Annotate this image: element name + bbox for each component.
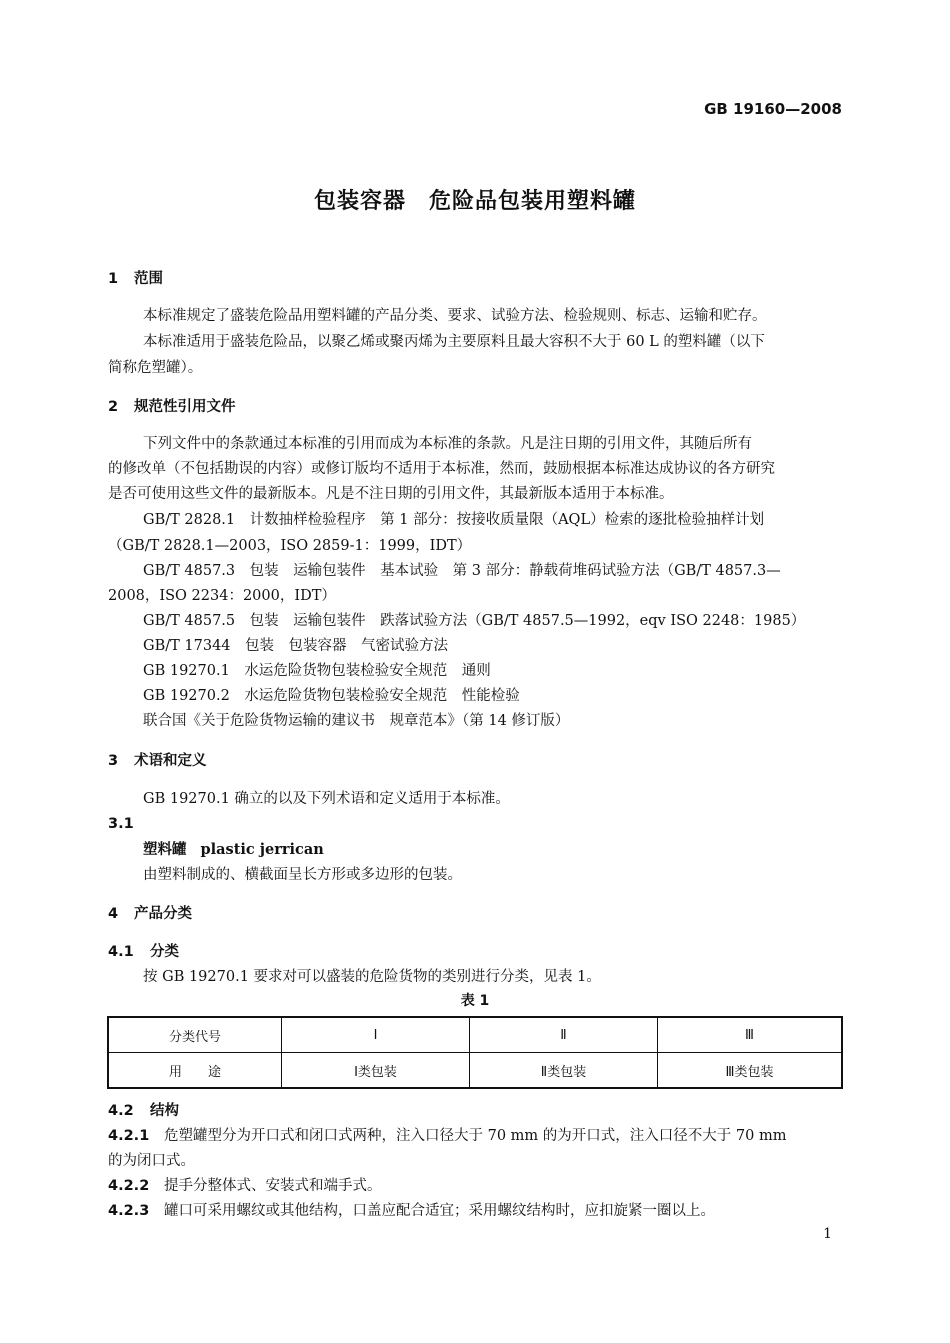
subsection-4-1-heading [108, 940, 179, 961]
refs-intro-line1: 下列文件中的条款通过本标准的引用而成为本标准的条款。凡是注日期的引用文件，其随后所有 [143, 436, 752, 452]
table-row [108, 1017, 842, 1053]
section-number: 3 [108, 753, 119, 769]
subsection-4-2-heading [108, 1099, 179, 1120]
table-caption: 表 1 [460, 993, 490, 1009]
scope-paragraph-2-line1: 本标准适用于盛装危险品，以聚乙烯或聚丙烯为主要原料且最大容积不大于 60 L 的塑料罐（以下 [143, 334, 765, 350]
reference-1-line2: （GB/T 2828.1—2003，ISO 2859-1：1999，IDT） [108, 538, 472, 554]
clause-text: 罐口可采用螺纹或其他结构，口盖应配合适宜；采用螺纹结构时，应扣旋紧一圈以上。 [164, 1203, 715, 1219]
reference-2-line2: 2008，ISO 2234：2000，IDT） [108, 588, 336, 604]
subsection-number: 4.1 [108, 944, 134, 960]
table-cell: Ⅰ [282, 1017, 470, 1053]
clause-4-2-1-line2: 的为闭口式。 [108, 1153, 195, 1169]
classification-table [107, 1016, 843, 1089]
term-english: plastic jerrican [200, 841, 324, 858]
table-cell: Ⅱ类包装 [470, 1053, 658, 1089]
clause-text: 危塑罐型分为开口式和闭口式两种，注入口径大于 70 mm 的为开口式，注入口径不大于 70 mm [164, 1128, 787, 1144]
table-cell: Ⅲ [658, 1017, 843, 1053]
section-number: 1 [108, 271, 119, 287]
clause-number: 4.2.1 [108, 1128, 150, 1144]
subsection-4-1-text: 按 GB 19270.1 要求对可以盛装的危险货物的类别进行分类，见表 1。 [143, 969, 601, 985]
subsection-title: 结构 [150, 1103, 179, 1119]
subsection-title: 分类 [150, 944, 179, 960]
reference-5: GB 19270.1 水运危险货物包装检验安全规范 通则 [143, 663, 491, 679]
refs-intro-line2: 的修改单（不包括勘误的内容）或修订版均不适用于本标准，然而，鼓励根据本标准达成协议的各方研究 [108, 461, 775, 477]
section-title: 术语和定义 [134, 753, 207, 769]
page-number: 1 [823, 1226, 832, 1242]
refs-intro-line3: 是否可使用这些文件的最新版本。凡是不注日期的引用文件，其最新版本适用于本标准。 [108, 486, 674, 502]
section-number: 4 [108, 906, 119, 922]
standard-code: GB 19160—2008 [704, 100, 842, 118]
table-cell: 用 途 [108, 1053, 282, 1089]
section-title: 范围 [134, 271, 163, 287]
scope-paragraph-1: 本标准规定了盛装危险品用塑料罐的产品分类、要求、试验方法、检验规则、标志、运输和贮存。 [143, 308, 767, 324]
reference-6: GB 19270.2 水运危险货物包装检验安全规范 性能检验 [143, 688, 520, 704]
subsection-number: 4.2 [108, 1103, 134, 1119]
clause-text: 提手分整体式、安装式和端手式。 [164, 1178, 382, 1194]
table-cell: Ⅲ类包装 [658, 1053, 843, 1089]
terms-intro: GB 19270.1 确立的以及下列术语和定义适用于本标准。 [143, 791, 510, 807]
reference-3: GB/T 4857.5 包装 运输包装件 跌落试验方法（GB/T 4857.5—1992，eqv ISO 2248：1985） [143, 613, 806, 629]
table-row [108, 1053, 842, 1089]
term-number [108, 813, 134, 832]
scope-paragraph-2-line2: 简称危塑罐）。 [108, 360, 203, 376]
term-entry [143, 838, 324, 859]
clause-4-2-2 [108, 1174, 382, 1195]
reference-7: 联合国《关于危险货物运输的建议书 规章范本》（第 14 修订版） [143, 713, 570, 729]
section-heading-terms [108, 749, 207, 770]
clause-number: 4.2.3 [108, 1203, 150, 1219]
reference-4: GB/T 17344 包装 包装容器 气密试验方法 [143, 638, 449, 654]
reference-1-line1: GB/T 2828.1 计数抽样检验程序 第 1 部分：按接收质量限（AQL）检索的逐批检验抽样计划 [143, 512, 765, 528]
term-definition: 由塑料制成的、横截面呈长方形或多边形的包装。 [143, 867, 462, 883]
section-title: 规范性引用文件 [134, 399, 236, 415]
clause-number: 4.2.2 [108, 1178, 150, 1194]
document-title: 包装容器 危险品包装用塑料罐 [313, 189, 636, 214]
section-title: 产品分类 [134, 906, 192, 922]
section-heading-classification [108, 902, 192, 923]
term-chinese: 塑料罐 [143, 842, 187, 858]
section-heading-scope [108, 267, 163, 288]
section-number: 2 [108, 399, 119, 415]
table-cell: 分类代号 [108, 1017, 282, 1053]
reference-2-line1: GB/T 4857.3 包装 运输包装件 基本试验 第 3 部分：静载荷堆码试验方法（GB/T 4857.3— [143, 563, 781, 579]
section-heading-normative-references [108, 395, 236, 416]
clause-4-2-3 [108, 1199, 715, 1220]
table-cell: Ⅰ类包装 [282, 1053, 470, 1089]
term-number-label: 3.1 [108, 816, 134, 832]
table-cell: Ⅱ [470, 1017, 658, 1053]
clause-4-2-1-line1 [108, 1124, 786, 1145]
